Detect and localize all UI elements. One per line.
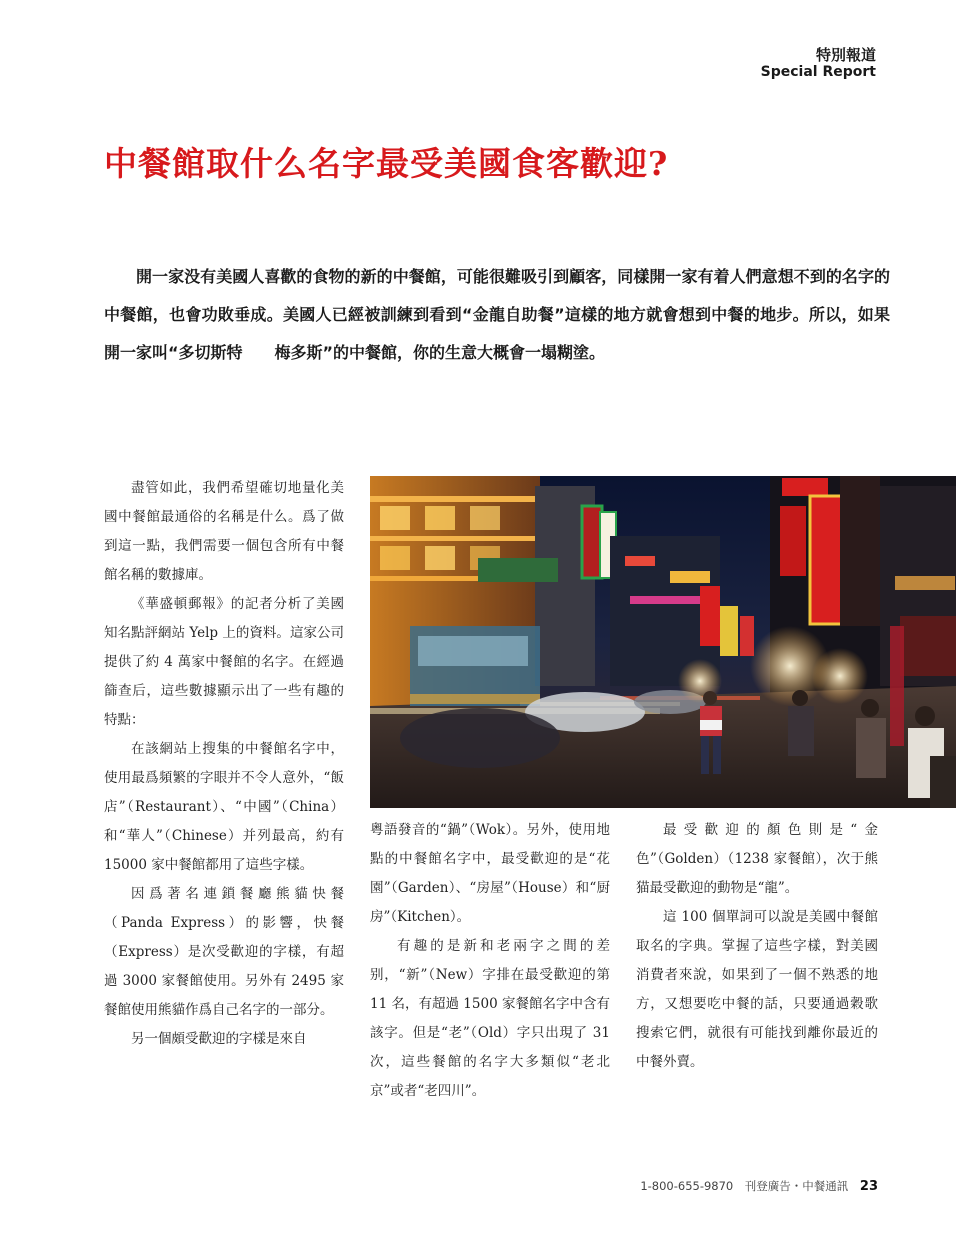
body-column-1 xyxy=(104,474,344,1054)
chinatown-street-photo xyxy=(370,476,956,808)
body-paragraph: 有趣的是新和老兩字之間的差别，“新”（New）字排在最受歡迎的第 11 名，有超過 1500 家餐館名字中含有該字。但是“老”（Old）字只出現了 31 次，這些餐館的名字大多類似“老北京”或者“老四川”。 xyxy=(370,938,610,1099)
body-paragraph: 最受歡迎的顏色則是“金色”（Golden）（1238 家餐館），次于熊猫最受歡迎的動物是“龍”。 xyxy=(636,822,878,896)
page-number: 23 xyxy=(859,1179,878,1194)
lead-paragraph: 開一家没有美國人喜歡的食物的新的中餐館，可能很難吸引到顧客，同樣開一家有着人們意想不到的名字的中餐館，也會功敗垂成。美國人已經被訓練到看到“金龍自助餐”這樣的地方就會想到中餐的地步。所以，如果開一家叫“多切斯特 梅多斯”的中餐館，你的生意大概會一塌糊塗。 xyxy=(104,267,890,362)
body-column-2 xyxy=(370,816,610,1106)
body-paragraph: 另一個頗受歡迎的字樣是來自 xyxy=(131,1031,307,1047)
section-label-zh: 特別報道 xyxy=(815,46,876,64)
body-paragraph: 在該網站上搜集的中餐館名字中，使用最爲頻繁的字眼并不令人意外，“飯店”（Restaurant）、“中國”（China）和“華人”（Chinese）并列最高，約有 15000 家中餐館都用了這些字樣。 xyxy=(104,741,344,873)
body-paragraph: 《華盛頓郵報》的記者分析了美國知名點評網站 Yelp 上的資料。這家公司提供了約 4 萬家中餐館的名字。在經過篩查后，這些數據顯示出了一些有趣的特點： xyxy=(104,596,344,728)
body-paragraph: 粵語發音的“鍋”（Wok）。另外，使用地點的中餐館名字中，最受歡迎的是“花園”（Garden）、“房屋”（House）和“厨房”（Kitchen）。 xyxy=(370,822,610,925)
body-column-3 xyxy=(636,816,878,1077)
section-label-en: Special Report xyxy=(760,64,876,80)
body-paragraph: 盡管如此，我們希望確切地量化美國中餐館最通俗的名稱是什么。爲了做到這一點，我們需要一個包含所有中餐館名稱的數據庫。 xyxy=(104,480,344,583)
section-label xyxy=(761,46,876,81)
footer-contact: 1-800-655-9870 刊登廣告・中餐通訊 xyxy=(640,1179,849,1193)
article-headline: 中餐館取什么名字最受美國食客歡迎? xyxy=(104,144,669,183)
body-paragraph: 因爲著名連鎖餐廳熊貓快餐（Panda Express）的影響，快餐（Express）是次受歡迎的字樣，有超過 3000 家餐館使用。另外有 2495 家餐館使用熊貓作爲自己名字的一部分。 xyxy=(104,886,344,1018)
body-paragraph: 這 100 個單詞可以說是美國中餐館取名的字典。掌握了這些字樣，對美國消費者來說，如果到了一個不熟悉的地方，又想要吃中餐的話，只要通過穀歌搜索它們，就很有可能找到離你最近的中餐外賣。 xyxy=(636,909,878,1070)
page-footer xyxy=(640,1178,878,1194)
